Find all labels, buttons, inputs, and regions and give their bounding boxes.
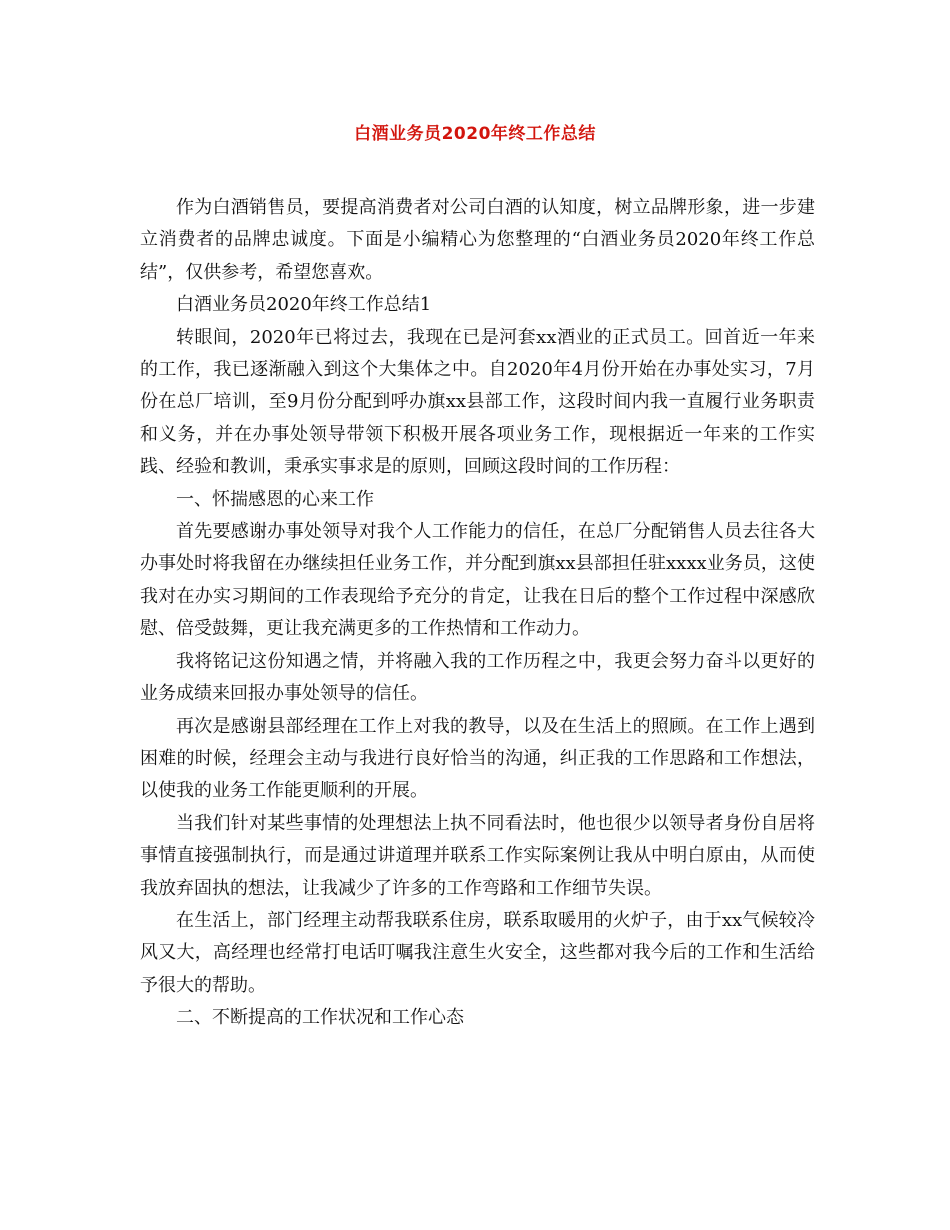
paragraph-commitment: 我将铭记这份知遇之情，并将融入我的工作历程之中，我更会努力奋斗以更好的业务成绩来回报办事处领导的信任。 <box>140 650 815 705</box>
paragraph-intro: 作为白酒销售员，要提高消费者对公司白酒的认知度，树立品牌形象，进一步建立消费者的品牌忠诚度。下面是小编精心为您整理的“白酒业务员2020年终工作总结”，仅供参考，希望您喜欢。 <box>140 197 815 283</box>
section-heading-2: 二、不断提高的工作状况和工作心态 <box>176 1007 464 1029</box>
paragraph-life-support: 在生活上，部门经理主动帮我联系住房，联系取暖用的火炉子，由于xx气候较冷风又大，高经理也经常打电话叮嘱我注意生火安全，这些都对我今后的工作和生活给予很大的帮助。 <box>140 909 815 996</box>
document-title: 白酒业务员2020年终工作总结 <box>354 124 596 144</box>
paragraph-gratitude-manager: 再次是感谢县部经理在工作上对我的教导，以及在生活上的照顾。在工作上遇到困难的时候，经理会主动与我进行良好恰当的沟通，纠正我的工作思路和工作想法，以使我的业务工作能更顺利的开展。 <box>140 715 815 802</box>
paragraph-disagreement: 当我们针对某些事情的处理想法上执不同看法时，他也很少以领导者身份自居将事情直接强制执行，而是通过讲道理并联系工作实际案例让我从中明白原由，从而使我放弃固执的想法，让我减少了许多的工作弯路和工作细节失误。 <box>140 812 815 899</box>
paragraph-opening: 转眼间，2020年已将过去，我现在已是河套xx酒业的正式员工。回首近一年来的工作，我已逐渐融入到这个大集体之中。自2020年4月份开始在办事处实习，7月份在总厂培训，至9月份分配到呼办旗xx县部工作，这段时间内我一直履行业务职责和义务，并在办事处领导带领下积极开展各项业务工作，现根据近一年来的工作实践、经验和教训，秉承实事求是的原则，回顾这段时间的工作历程： <box>140 326 815 478</box>
paragraph-gratitude-leaders: 首先要感谢办事处领导对我个人工作能力的信任，在总厂分配销售人员去往各大办事处时将我留在办继续担任业务工作，并分配到旗xx县部担任驻xxxx业务员，这使我对在办实习期间的工作表现给予充分的肯定，让我在日后的整个工作过程中深感欣慰、倍受鼓舞，更让我充满更多的工作热情和工作动力。 <box>140 521 815 640</box>
document-body <box>140 192 815 1035</box>
section-heading-1: 一、怀揣感恩的心来工作 <box>176 488 374 510</box>
paragraph-subtitle: 白酒业务员2020年终工作总结1 <box>176 294 432 316</box>
